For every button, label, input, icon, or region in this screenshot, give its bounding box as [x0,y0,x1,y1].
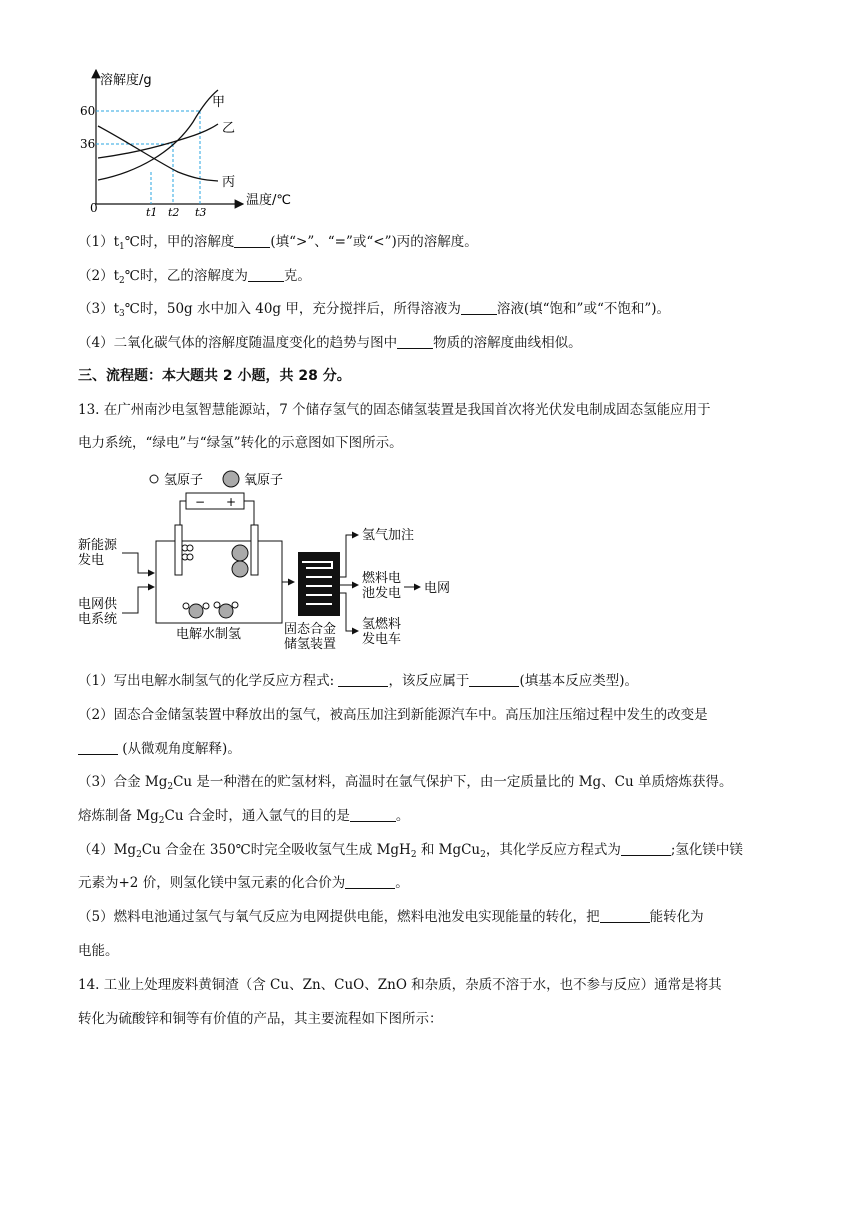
answer-blank[interactable] [248,267,284,282]
x-tick-t2: t2 [168,206,180,219]
q13-part3-line1: （3）合金 $Mg_2Cu$ 是一种潜在的贮氢材料，高温时在氩气保护下，由一定质量比的 Mg、Cu 单质熔炼获得。 [78,774,733,792]
q14-line1: 14. 工业上处理废料黄铜渣（含 Cu、Zn、CuO、ZnO 和杂质，杂质不溶于水，也不参与反应）通常是将其 [78,977,722,993]
legend-hydrogen: 氢原子 [164,473,204,488]
svg-text:固态合金: 固态合金 [284,622,337,637]
q13-intro-line2: 电力系统，“绿电”与“绿氢”转化的示意图如下图所示。 [78,435,403,451]
svg-text:−: − [195,495,206,509]
oxygen-atom-legend-icon [223,471,239,487]
answer-blank[interactable] [461,300,497,315]
answer-blank[interactable] [234,233,270,248]
solubility-graph [78,62,328,222]
answer-blank[interactable] [397,334,433,349]
hydrogen-atom-legend-icon [150,475,158,483]
answer-blank[interactable] [345,874,395,889]
svg-text:燃料电: 燃料电 [362,571,402,586]
y-tick-36: 36 [80,137,96,151]
q12-part1: $(1)t_1℃$时，甲的溶解度 (填“>”、“=”或“<”)丙的溶解度。 [78,234,478,252]
curve-label-yi: 乙 [222,121,236,136]
x-tick-t1: t1 [146,206,158,219]
svg-text:池发电: 池发电 [362,586,402,601]
q14-line2: 转化为硫酸锌和铜等有价值的产品，其主要流程如下图所示： [78,1011,443,1027]
answer-blank[interactable] [600,908,650,923]
tank-label: 电解水制氢 [176,627,242,642]
y-axis-label: 溶解度/g [100,73,152,88]
q13-part4-line1: $(4)Mg_2Cu$ 合金在 350℃时完全吸收氢气生成 MgH$_2$ 和 MgCu$_2$，其化学反应方程式为 ;氢化镁中镁 [78,842,743,860]
legend-oxygen: 氧原子 [244,473,284,488]
svg-text:电系统: 电系统 [78,612,118,627]
svg-text:氢燃料: 氢燃料 [362,617,402,632]
curve-label-jia: 甲 [212,95,226,110]
svg-text:电网供: 电网供 [78,597,118,612]
y-tick-60: 60 [80,104,96,118]
q13-part2-line2: (从微观角度解释)。 [78,739,241,759]
section-heading: 三、流程题：本大题共 2 小题，共 28 分。 [78,368,351,384]
answer-blank[interactable] [78,740,118,755]
svg-text:发电车: 发电车 [362,632,402,647]
q13-intro-line1: 13. 在广州南沙电氢智慧能源站，7 个储存氢气的固态储氢装置是我国首次将光伏发电制成固态氢能应用于 [78,402,711,418]
answer-blank[interactable] [621,841,671,856]
q12-part3: $(3)t_3℃$时，50g 水中加入 40g 甲，充分搅拌后，所得溶液为 溶液(填“饱和”或“不饱和”)。 [78,301,671,319]
q13-part2-line1: （2）固态合金储氢装置中释放出的氢气，被高压加注到新能源汽车中。高压加注压缩过程中发生的改变是 [78,707,708,723]
q13-part1: （1）写出电解水制氢气的化学反应方程式: ，该反应属于 (填基本反应类型)。 [78,673,638,689]
svg-text:+: + [226,495,237,509]
x-axis-label: 温度/℃ [246,193,291,208]
svg-text:储氢装置: 储氢装置 [284,637,337,652]
electrolysis-diagram [78,465,478,655]
answer-blank[interactable] [350,807,396,822]
svg-text:发电: 发电 [78,553,105,568]
svg-text:电网: 电网 [424,581,451,596]
q13-part4-line2: 元素为+2 价，则氢化镁中氢元素的化合价为 。 [78,875,409,891]
answer-blank[interactable] [338,672,388,687]
q13-part3-line2: 熔炼制备 $Mg_2Cu$ 合金时，通入氩气的目的是 。 [78,808,410,826]
origin-label: 0 [90,201,98,215]
q12-part4: （4）二氧化碳气体的溶解度随温度变化的趋势与图中 物质的溶解度曲线相似。 [78,335,582,351]
q12-part2: $(2)t_2℃$时，乙的溶解度为 克。 [78,268,311,286]
svg-text:新能源: 新能源 [78,538,118,553]
q13-part5-line2: 电能。 [78,943,119,959]
curve-label-bing: 丙 [222,175,236,190]
answer-blank[interactable] [469,672,519,687]
svg-text:氢气加注: 氢气加注 [362,528,415,543]
q13-part5-line1: （5）燃料电池通过氢气与氧气反应为电网提供电能，燃料电池发电实现能量的转化，把 能转化为 [78,909,704,925]
x-tick-t3: t3 [195,206,207,219]
